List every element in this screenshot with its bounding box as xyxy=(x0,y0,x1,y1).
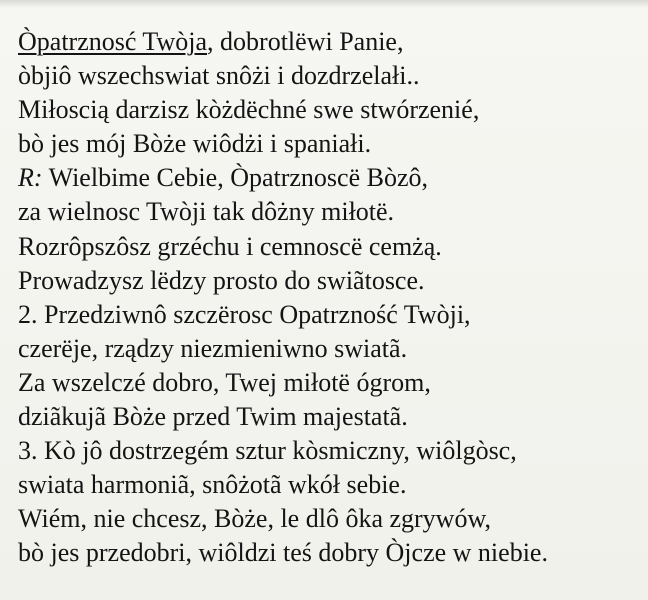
poem-line xyxy=(18,502,548,536)
poem-line xyxy=(18,298,548,332)
line-text: za wielnosc Twòji tak dôżny miłotë. xyxy=(18,197,395,227)
line-text: Za wszelczé dobro, Twej miłotë ógrom, xyxy=(18,367,431,397)
underlined-title-text: Òpatrznosć Twòja xyxy=(18,27,208,56)
line-text: 2. Przedziwnô szczërosc Opatrzność Twòji, xyxy=(18,299,471,329)
poem-line xyxy=(18,536,548,570)
line-text: , dobrotlëwi Panie, xyxy=(207,27,404,56)
line-text: Prowadzysz lëdzy prosto do swiãtosce. xyxy=(18,265,425,295)
poem-line xyxy=(18,264,548,298)
poem-line xyxy=(18,400,548,434)
refrain-marker: R: xyxy=(18,163,43,193)
poem-line xyxy=(18,25,548,59)
poem-line xyxy=(18,93,548,127)
poem-line xyxy=(18,230,548,264)
poem-line xyxy=(18,127,548,161)
line-text: 3. Kò jô dostrzegém sztur kòsmiczny, wiôlgòsc, xyxy=(18,436,517,466)
poem-line xyxy=(18,161,548,195)
poem-line xyxy=(18,59,548,93)
poem-line xyxy=(18,366,548,400)
poem-line xyxy=(18,195,548,229)
line-text: Wielbime Cebie, Òpatrznoscë Bòzô, xyxy=(42,163,429,193)
line-text: Rozrôpszôsz grzéchu i cemnoscë cemżą. xyxy=(18,231,442,261)
line-text: swiata harmoniã, snôżotã wkół sebie. xyxy=(18,470,407,500)
line-text: Wiém, nie chcesz, Bòże, le dlô ôka zgrywów, xyxy=(18,504,492,534)
poem-text-block xyxy=(18,25,548,571)
line-text: dziãkujã Bòże przed Twim majestatã. xyxy=(18,402,408,432)
line-text: czerëje, rządzy niezmieniwno swiatã. xyxy=(18,333,408,363)
poem-line xyxy=(18,434,548,468)
line-text: òbjiô wszechswiat snôżi i dozdrzelałi.. xyxy=(18,61,420,91)
poem-line xyxy=(18,468,548,502)
line-text: bò jes przedobri, wiôldzi teś dobry Òjcze w niebie. xyxy=(18,538,548,568)
line-text: bò jes mój Bòże wiôdżi i spaniałi. xyxy=(18,129,372,159)
poem-line xyxy=(18,332,548,366)
line-text: Miłoscią darzisz kòżdëchné swe stwórzenié, xyxy=(18,95,480,125)
scan-top-shadow xyxy=(0,0,648,8)
